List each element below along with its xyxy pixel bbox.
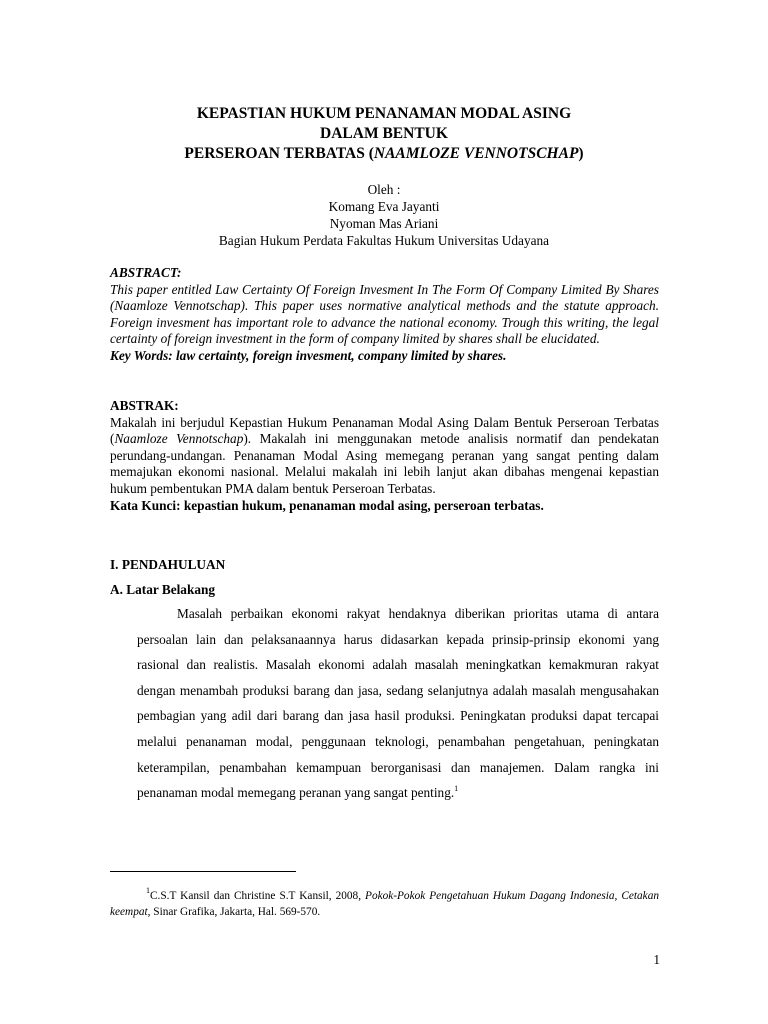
abstrak-keywords: Kata Kunci: kepastian hukum, penanaman modal asing, perseroan terbatas. <box>110 497 544 513</box>
footnote: $^1$C.S.T Kansil dan Christine S.T Kansil, 2008, Pokok-Pokok Pengetahuan Hukum Dagang Indonesia, Cetakan keempat, Sinar Grafika, Jakarta, Hal. 569-570. <box>110 886 659 918</box>
abstrak-heading: ABSTRAK: <box>110 398 179 413</box>
abstrak-indonesian <box>110 398 659 514</box>
footnote-reference[interactable]: 1 <box>454 784 459 794</box>
body-paragraph: Masalah perbaikan ekonomi rakyat hendaknya diberikan prioritas utama di antara persoalan lain dan pelaksanaannya harus didasarkan kepada prinsip-prinsip ekonomi yang rasional dan realistis. Masalah ekonomi adalah masalah meningkatkan kemakmuran rakyat dengan menambah produksi barang dan jasa, sedang selanjutnya adalah masalah mengusahakan pembagian yang adil dari barang dan jasa hasil produksi. Peningkatan produksi dapat tercapai melalui penanaman modal, penggunaan teknologi, penambahan pengetahuan, peningkatan keterampilan, penambahan kemampuan berorganisasi dan manajemen. Dalam rangka ini penanaman modal memegang peranan yang sangat penting.$^1$ <box>137 606 659 801</box>
paper-title-line-2: DALAM BENTUK <box>320 125 448 142</box>
paper-title-italic: NAAMLOZE VENNOTSCHAP <box>373 145 579 162</box>
abstract-text: This paper entitled Law Certainty Of Foreign Invesment In The Form Of Company Limited By Shares (Naamloze Vennotschap). This paper uses normative analytical methods and the statute approach. Foreign invesment has important role to advance the national economy. Trough this writing, the legal certainty of foreign investment in the form of company limited by shares shall be elucidated. <box>110 281 659 347</box>
subsection-heading: A. Latar Belakang <box>110 582 216 597</box>
section-heading: I. PENDAHULUAN <box>110 557 226 572</box>
abstrak-text: Makalah ini berjudul Kepastian Hukum Penanaman Modal Asing Dalam Bentuk Perseroan Terbatas (Naamloze Vennotschap). Makalah ini menggunakan metode analisis normatif dan pendekatan perundang-undangan. Penanaman Modal Asing memegang peranan yang sangat penting dalam memajukan ekonomi nasional. Melalui makalah ini lebih lanjut akan dibahas mengenai kepastian hukum pembentukan PMA dalam bentuk Perseroan Terbatas. <box>110 414 659 496</box>
abstract-english <box>110 265 659 365</box>
author-name-2: Nyoman Mas Ariani <box>329 216 439 231</box>
footnote-separator <box>110 871 296 872</box>
author-name-1: Komang Eva Jayanti <box>328 199 440 214</box>
oleh-label: Oleh : <box>367 182 401 197</box>
abstract-heading: ABSTRACT: <box>110 265 182 280</box>
author-affiliation: Bagian Hukum Perdata Fakultas Hukum Universitas Udayana <box>218 233 550 248</box>
footnote-marker: 1 <box>146 886 150 895</box>
page-number: 1 <box>653 952 660 967</box>
abstract-keywords: Key Words: law certainty, foreign invesment, company limited by shares. <box>110 347 507 363</box>
paper-title-line-1: KEPASTIAN HUKUM PENANAMAN MODAL ASING <box>196 105 572 122</box>
paper-title-line-3: PERSEROAN TERBATAS (NAAMLOZE VENNOTSCHAP) <box>184 145 584 162</box>
